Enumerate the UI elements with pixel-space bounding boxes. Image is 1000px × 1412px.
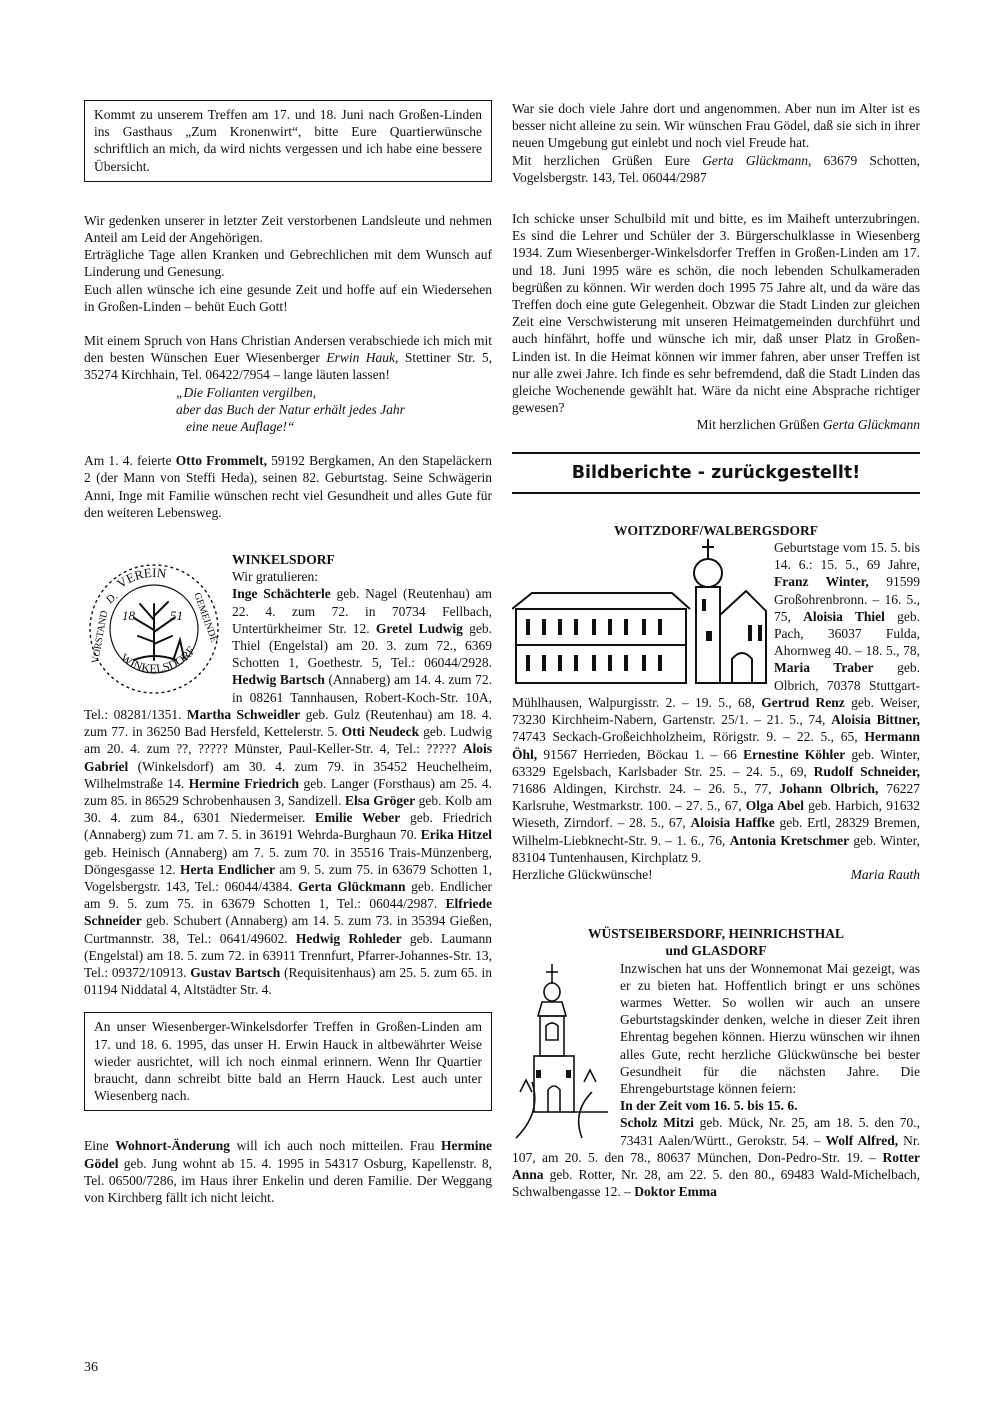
notice-box-meeting (84, 100, 492, 182)
person-name: Gertrud Renz (761, 694, 845, 710)
author-erwin-hauk: Erwin Hauk, (326, 350, 399, 366)
person-details: geb. Endlicher am 9. 5. zum 75. in 63679 Schotten 1, Tel.: 06044/2987. (84, 878, 492, 912)
person-details: geb. Weiser, 73230 Kirchheim-Nabern, Gartenstr. 25/1. – 21. 5., 74, (512, 694, 920, 728)
person-name: Wolf Alfred, (825, 1132, 899, 1148)
person-details: 91599 Großohrenbronn. – 16. 5., 75, (774, 574, 920, 624)
signature-glueckmann: Mit herzlichen Grüßen Gerta Glückmann (696, 417, 920, 433)
winkelsdorf-intro: Wir gratulieren: (232, 569, 319, 585)
person-details: (Requisitenhaus) am 25. 5. zum 65. in 01194 Niddatal 4, Altstädter Str. 4. (84, 964, 492, 998)
person-name: Gretel Ludwig (375, 620, 463, 636)
person-details: geb. Gulz (Reutenhau) am 18. 4. zum 77. in 36250 Bad Hersfeld, Kettelerstr. 5. (84, 706, 492, 740)
person-details: (Annaberg) am 14. 4. zum 72. in 08261 Tannhausen, Robert-Koch-Str. 10A, Tel.: 08281/1351. (84, 672, 492, 722)
person-name: Martha Schweidler (186, 706, 301, 722)
person-details: geb. Friedrich (Annaberg) zum 71. am 7. 5. in 36191 Wehrda-Burghaun 70. (84, 810, 493, 843)
quote-line-1: „Die Folianten vergilben, (176, 384, 317, 400)
person-details: geb. Laumann (Engelstal) am 18. 5. zum 72. in 63911 Trennfurt, Pfarrer-Johannes-Str. 13, Tel.: 09372/10913. (84, 930, 492, 980)
person-details: geb. Langer (Forsthaus) am 25. 4. zum 85. in 86529 Schrobenhausen 3, Sandizell. (84, 775, 492, 808)
person-name: Elsa Gröger (344, 792, 416, 808)
person-name: Doktor Emma (634, 1184, 717, 1200)
chapel-image (512, 962, 612, 1142)
section-woitzdorf (512, 539, 920, 883)
paragraph-greeting-glueckmann: Mit herzlichen Grüßen Eure Gerta Glückmann, 63679 Schotten, Vogelsbergstr. 143, Tel. 06044/2987 (512, 152, 920, 185)
person-name: Hedwig Bartsch (232, 672, 325, 688)
seal-text-51: 51 (170, 608, 183, 624)
person-details: geb. Winter, 83104 Tuntenhausen, Kirchplatz 9. (512, 832, 921, 865)
person-name: Alois Gabriel (84, 741, 492, 774)
seal-icon (84, 560, 224, 698)
seal-text-d: D. (104, 590, 121, 607)
notice-box-treffen-text: An unser Wiesenberger-Winkelsdorfer Treffen in Großen-Linden am 17. und 18. 6. 1995, das unser H. Erwin Hauck in altbewährter Weise wieder ausrichtet, will ich noch einmal erinnern. Wenn Ihr Quartier braucht, dann schreibt bitte bald an Herrn Hauck. Lest auch unter Wiesenberg nach. (94, 1019, 482, 1104)
paragraph-otto-frommelt: Am 1. 4. feierte Otto Frommelt, 59192 Bergkamen, An den Stapeläckern 2 (der Mann von Steffi Heda), seinen 82. Geburtstag. Seine Schwägerin Anni, Inge mit Familie wünschen recht viel Gesundheit und alles Gute für den weiteren Lebensweg. (84, 453, 492, 520)
person-name: Franz Winter, (774, 574, 869, 590)
paragraph-farewell: Euch allen wünsche ich eine gesunde Zeit und hoffe auf ein Wiedersehen in Großen-Linden – behüt Euch Gott! (84, 281, 492, 314)
notice-box-treffen (84, 1012, 492, 1111)
right-column (512, 100, 920, 1200)
section-wuestseibersdorf (512, 960, 920, 1201)
person-details: geb. Pach, 36037 Fulda, Ahornweg 40. – 18. 5., 78, (774, 608, 920, 659)
quote-line-3: eine neue Auflage!“ (186, 419, 295, 435)
person-details: geb. Ludwig am 20. 4. zum ??, ????? Münster, Paul-Keller-Str. 4, Tel.: ????? (84, 724, 492, 757)
paragraph-schulbild: Ich schicke unser Schulbild mit und bitte, es im Maiheft unterzubringen. Es sind die Lehrer und Schüler der 3. Bürgerschulklasse in Wiesenberg 1934. Zum Wiesenberger-Winkelsdorfer Treffen in Großen-Linden am 17. und 18. Juni 1995 wäre es schön, die noch lebenden Schulkameraden begrüßen zu können. Wir werden doch 1995 75 Jahre alt, und da wäre das Treffen doch eine gute Gelegenheit. Obzwar die Stadt Linden zur gleichen Zeit eine Verschwisterung mit unseren Heimatgemeinden durchführt und auch hinfährt, hoffe und wünsche ich mir, daß unser Platz in Großen-Linden ist. In die Heimat können wir immer fahren, aber unser Treffen ist nur alle zwei Jahre. Ich finde es sehr befremdend, daß die Stadt Linden das gleiche Wochenende gewählt hat. Wäre da nicht eine Absprache richtiger gewesen? (512, 211, 920, 416)
person-details: geb. Nagel (Reutenhau) am 22. 4. zum 72. in 70734 Fellbach, Untertürkheimer Str. 12. (232, 586, 493, 636)
person-name: Herta Endlicher (179, 861, 275, 877)
church-icon (512, 539, 768, 687)
person-name: Aloisia Haffke (690, 815, 775, 831)
person-details: 74743 Seckach-Großeichholzheim, Rörigstr. 9. – 22. 5., 65, (512, 729, 865, 745)
section-subtitle-glasdorf: und GLASDORF (665, 943, 767, 959)
person-name: Rudolf Schneider, (813, 763, 920, 779)
seal-text-18: 18 (122, 608, 135, 624)
seal-text-bottom: WINKELSDORF (118, 643, 198, 676)
person-name: Otti Neudeck (341, 724, 420, 740)
left-column (84, 100, 492, 1206)
seal-text-gem: GEMEINDE (191, 591, 220, 645)
svg-text:WINKELSDORF (118, 644, 198, 676)
page-number: 36 (84, 1360, 98, 1375)
person-name: Antonia Kretschmer (729, 832, 850, 848)
author-maria-rauth: Maria Rauth (850, 866, 920, 882)
seal-text-vor: VORSTAND (90, 610, 111, 665)
person-details: 91567 Herrieden, Böckau 1. – 66 (537, 746, 744, 762)
person-details: Geburtstage vom 15. 5. bis 14. 6.: 15. 5., 69 Jahre, (774, 540, 920, 573)
person-details: Nr. 107, am 20. 5. den 78., 80637 München, Don-Pedro-Str. 19. – (512, 1132, 920, 1165)
person-name: Erika Hitzel (420, 827, 492, 843)
person-details: geb. Ertl, 28329 Bremen, Wilhelm-Liebknecht-Str. 9. – 1. 6., 76, (512, 815, 920, 848)
woitzdorf-closing-line: Herzliche Glückwünsche! Maria Rauth (512, 866, 920, 882)
person-details: 76227 Karlsruhe, Westmarkstr. 100. – 27. 5., 67, (512, 780, 920, 814)
person-name: Elfriede Schneider (84, 896, 492, 929)
person-details: geb. Schubert (Annaberg) am 14. 5. zum 73. in 35394 Gießen, Curtmannstr. 38, Tel.: 0641/49602. (84, 913, 492, 946)
paragraph-condolence: Wir gedenken unserer in letzter Zeit verstorbenen Landsleute und nehmen Anteil am Leid der Angehörigen. (84, 212, 492, 246)
person-name: Inge Schächterle (232, 586, 331, 602)
person-name: Olga Abel (745, 798, 804, 814)
quote-line-2: aber das Buch der Natur erhält jedes Jahr (176, 401, 405, 417)
paragraph-andersen: Mit einem Spruch von Hans Christian Andersen verabschiede ich mich mit den besten Wünschen Euer Wiesenberger Erwin Hauk, Stettiner Str. 5, 35274 Kirchhain, Tel. 06422/7954 – lange läuten lassen! (84, 333, 493, 383)
seal-image (84, 560, 224, 698)
section-winkelsdorf (84, 551, 492, 998)
banner-bildberichte: Bildberichte - zurückgestellt! (512, 452, 920, 493)
person-details: geb. Thiel (Engelstal) am 20. 3. zum 72., 6369 Schotten 1, Goethestr. 5, Tel.: 06044/2928. (232, 620, 493, 671)
person-details: geb. Rotter, Nr. 28, am 22. 5. den 80., 69483 Wald-Michelbach, Schwalbengasse 12. – (512, 1166, 920, 1200)
seal-text-top: VEREIN (113, 565, 168, 592)
section-title-wuestseibersdorf: WÜSTSEIBERSDORF, HEINRICHSTHAL (587, 926, 845, 942)
person-name: Scholz Mitzi (620, 1115, 694, 1131)
person-details: geb. Heinisch (Annaberg) am 7. 5. zum 70. in 35516 Trais-Münzenberg, Döngesgasse 12. (84, 844, 492, 877)
person-details: geb. Mück, Nr. 25, am 18. 5. den 70., 73431 Aalen/Württ., Gerokstr. 54. – (620, 1115, 920, 1148)
person-name: Hermine Friedrich (188, 775, 299, 791)
person-name: Gustav Bartsch (190, 964, 281, 980)
section-title-winkelsdorf: WINKELSDORF (232, 552, 335, 568)
person-name: Gerta Glückmann (298, 878, 406, 894)
person-name: Emilie Weber (315, 810, 401, 826)
section-title-woitzdorf: WOITZDORF/WALBERGSDORF (613, 522, 819, 538)
person-details: geb. Olbrich, 70378 Stuttgart-Mühlhausen, Walpurgisstr. 2. – 19. 5., 68, (512, 660, 920, 710)
person-name: Hedwig Rohleder (295, 930, 402, 946)
person-name: Aloisia Bittner, (831, 712, 920, 728)
person-name: Rotter Anna (512, 1149, 920, 1182)
person-details: 71686 Aldingen, Kirchstr. 24. – 26. 5., 77, (512, 780, 780, 796)
person-name: Aloisia Thiel (803, 608, 885, 624)
person-details: geb. Winter, 63329 Egelsbach, Karlsbader Str. 25. – 24. 5., 69, (512, 746, 920, 779)
person-details: (Winkelsdorf) am 30. 4. zum 79. in 35452 Heuchelheim, Wilhelmstraße 14. (84, 758, 492, 791)
person-name: Hermann Öhl, (512, 729, 920, 762)
paragraph-sick-wishes: Erträgliche Tage allen Kranken und Gebrechlichen mit dem Wunsch auf Linderung und Genesung. (84, 247, 492, 280)
person-name: Maria Traber (774, 660, 874, 676)
person-details: geb. Kolb am 30. 4. zum 84., 6301 Niedermeiser. (84, 792, 492, 826)
person-details: geb. Harbich, 91632 Wieseth, Zirndorf. – 28. 5., 67, (512, 798, 920, 831)
person-name: Ernestine Köhler (743, 746, 846, 762)
chapel-icon (512, 962, 612, 1142)
paragraph-goedel-continued: War sie doch viele Jahre dort und angenommen. Aber nun im Alter ist es besser nicht alleine zu sein. Wir wünschen Frau Gödel, daß sie sich in ihrer neuen Umgebung gut einlebt und noch viel Freude hat. (512, 101, 920, 151)
wuest-intro: Inzwischen hat uns der Wonnemonat Mai gezeigt, was er zu bieten hat. Hoffentlich bringt er uns schönes warmes Wetter. So wollen wir auch an unsere Geburtstagskinder denken, welche in dieser Zeit ihren Ehrentag begehen können. Hierzu wünschen wir ihnen alles Gute, recht herzliche Glückwünsche bei bester Gesundheit für die nächsten Jahre. Die Ehrengeburtstage können feiern: (620, 960, 920, 1096)
person-details: am 9. 5. zum 75. in 63679 Schotten 1, Vogelsbergstr. 143, Tel.: 06044/4384. (84, 861, 492, 894)
wuest-subhead: In der Zeit vom 16. 5. bis 15. 6. (620, 1098, 798, 1114)
paragraph-wohnort-aenderung: Eine Wohnort-Änderung will ich auch noch mitteilen. Frau Hermine Gödel geb. Jung wohnt ab 15. 4. 1995 in 54317 Osburg, Kapellenstr. 8, Tel. 06500/7286, im Haus ihrer Enkelin und deren Familie. Der Weggang von Kirchberg fällt ich nicht leicht. (84, 1138, 492, 1205)
notice-box-meeting-text: Kommt zu unserem Treffen am 17. und 18. Juni nach Großen-Linden ins Gasthaus „Zum Kronenwirt“, bitte Eure Quartierwünsche schriftlich an mich, da wird nichts vergessen und ich habe eine bessere Übersicht. (94, 107, 482, 174)
church-image (512, 539, 768, 687)
person-name: Johann Olbrich, (779, 780, 879, 796)
